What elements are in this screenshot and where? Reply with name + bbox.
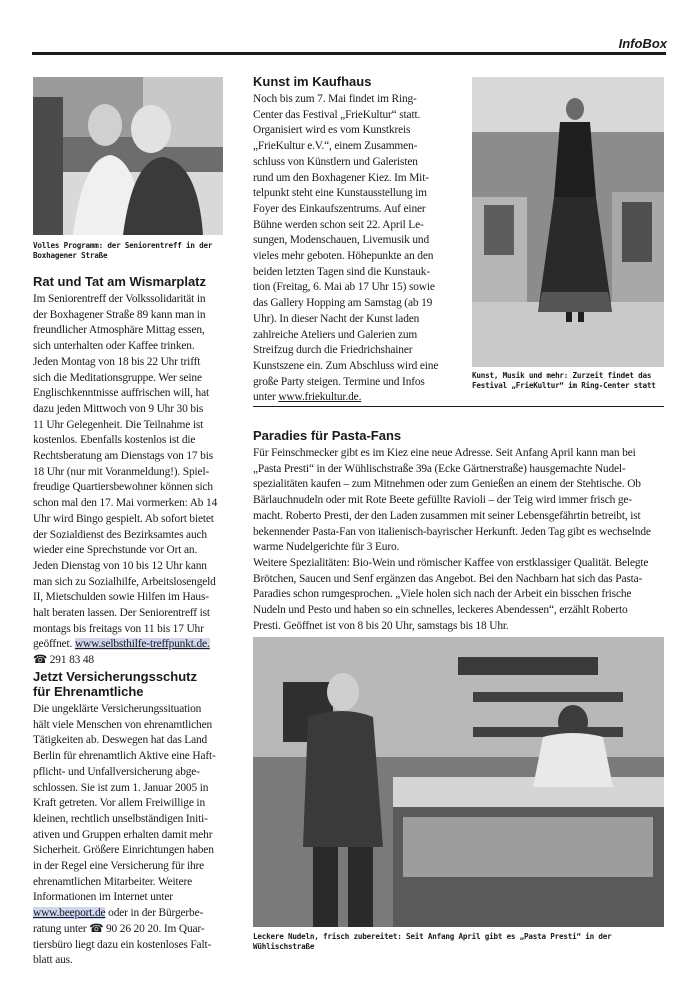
body-line: warme Nudelgerichte für 3 Euro. (253, 541, 400, 554)
body-line: in der Regel eine Versicherung für ihre (33, 860, 205, 873)
body-line: Streifzug durch die Friedrichshainer (253, 344, 413, 357)
body-line: halt beraten lassen. Der Seniorentreff ist (33, 607, 210, 620)
pasta-photo-caption: Leckere Nudeln, frisch zubereitet: Seit Anfang April gibt es „Pasta Presti“ in der Wühlischstraße (253, 932, 612, 951)
body-line: blatt aus. (33, 954, 73, 967)
body-line: 18 Uhr (nur mit Voranmeldung!). Spiel- (33, 465, 210, 478)
section-divider (253, 406, 664, 407)
phone-line: ☎ 291 83 48 (33, 654, 94, 667)
body-line: Für Feinschmecker gibt es im Kiez eine neue Adresse. Seit Anfang April kann man bei (253, 447, 636, 459)
body-line: Uhr). In dieser Nacht der Kunst laden (253, 312, 420, 325)
body-line: Englischkenntnisse auffrischen will, hat (33, 387, 209, 400)
body-line: spezialitäten kaufen – zum Mitnehmen oder zum Genießen an einem der Stehtische. Ob (253, 478, 641, 491)
body-line: tiersbüro liegt dazu ein kostenloses Falt- (33, 938, 212, 951)
body-text: geöffnet. (33, 638, 75, 651)
body-line: Nudeln und Pesto und haben so ein schnelles, leckeres Abendessen“, erzählt Roberto (253, 604, 628, 617)
body-line: freundlicher Atmosphäre Mittag essen, (33, 324, 205, 337)
selbsthilfe-link[interactable]: www.selbsthilfe-treffpunkt.de. (74, 638, 210, 651)
body-line: der Sozialdienst des Bezirksamtes auch (33, 528, 207, 541)
body-line: tion (Freitag, 6. Mai ab 17 Uhr 15) sowie (253, 281, 435, 294)
body-line: rund um den Boxhagener Kiez. Im Mit- (253, 171, 429, 184)
body-line: Bärlauchnudeln oder mit Rote Beete gefüllte Ravioli – der Teig wird immer frisch ge- (253, 494, 632, 507)
body-line: Noch bis zum 7. Mai findet im Ring- (253, 93, 417, 105)
body-line (33, 637, 238, 653)
senior-photo-graphic (33, 77, 223, 235)
body-line: Uhr wird Bingo gespielt. Ab sofort bietet (33, 512, 214, 525)
body-text: oder in der Bürgerbe- (105, 907, 204, 920)
festival-photo-graphic (472, 77, 664, 367)
senior-photo-caption: Volles Programm: der Seniorentreff in der Boxhagener Straße (33, 241, 213, 260)
body-line: Informationen im Internet unter (33, 891, 173, 904)
body-line: Berlin für ehrenamtlich Aktive eine Haft- (33, 750, 216, 763)
body-line: kleinen, rechtlich unselbständigen Initi- (33, 812, 208, 825)
body-line: Rechtsberatung am Dienstags von 17 bis (33, 450, 213, 463)
body-line: vieles mehr geboten. Höhepunkte an den (253, 250, 434, 263)
body-line: der Boxhagener Straße 89 kann man in (33, 308, 206, 321)
body-line: Sicherheit. Größere Einrichtungen haben (33, 844, 214, 857)
header-label: InfoBox (618, 36, 667, 51)
body-line: schlossen. Sie ist zum 1. Januar 2005 in (33, 781, 209, 794)
body-line: große Party steigen. Termine und Infos (253, 375, 425, 388)
body-line: beiden letzten Tagen sind die Kunstauk- (253, 265, 430, 278)
wismarplatz-heading: Rat und Tat am Wismarplatz (33, 274, 206, 289)
pasta-photo (253, 637, 664, 927)
body-line: ehrenamtlichen Mitarbeiter. Weitere (33, 875, 193, 888)
wismarplatz-body (33, 292, 238, 669)
pasta-body (253, 446, 668, 634)
body-line: ativen und Gruppen erhalten damit mehr (33, 828, 213, 841)
body-line: 11 Uhr Gelegenheit. Die Teilnahme ist (33, 418, 204, 431)
body-line: Foyer des Einkaufszentrums. Auf einer (253, 202, 426, 215)
body-line: wieder eine Sprechstunde vor Ort an. (33, 544, 198, 557)
body-line (253, 390, 465, 406)
body-line: freudige Quartiersbewohner können sich (33, 481, 213, 494)
body-line: Tätigkeiten ab. Deswegen hat das Land (33, 734, 208, 747)
body-line: dazu jeden Mittwoch von 9 Uhr 30 bis (33, 402, 204, 415)
body-line: Im Seniorentreff der Volkssolidarität in (33, 293, 206, 305)
body-line: das Gallery Hopping am Samstag (ab 19 (253, 297, 433, 310)
body-line: Die ungeklärte Versicherungssituation (33, 703, 202, 715)
pasta-photo-graphic (253, 637, 664, 927)
body-line: schon mal den 17. Mai vormerken: Ab 14 (33, 497, 218, 510)
body-line (33, 906, 238, 922)
body-line: Center das Festival „FrieKultur“ statt. (253, 108, 421, 121)
kunst-heading: Kunst im Kaufhaus (253, 74, 372, 89)
body-line: Jeden Dienstag von 10 bis 12 Uhr kann (33, 559, 207, 572)
senior-photo (33, 77, 223, 235)
festival-photo (472, 77, 664, 367)
body-line: schluss von Künstlern und Galeristen (253, 155, 418, 168)
body-line: montags bis freitags von 11 bis 17 Uhr (33, 622, 204, 635)
body-line: man sich zu Sozialhilfe, Arbeitslosengeld (33, 575, 216, 588)
body-line: „FrieKultur e.V.“, einem Zusammen- (253, 140, 418, 153)
body-line: Presti. Geöffnet ist von 8 bis 20 Uhr, samstags bis 18 Uhr. (253, 619, 509, 632)
body-text: unter (253, 391, 279, 404)
body-line: sungen, Modenschauen, Livemusik und (253, 234, 430, 247)
body-line: Paradies schon rumgesprochen. „Viele holen sich nach der Arbeit ein bisschen frische (253, 588, 632, 601)
versicherung-heading: Jetzt Versicherungsschutz für Ehrenamtliche (33, 669, 197, 699)
body-line: II, Mietschulden sowie Hilfen im Haus- (33, 591, 209, 604)
body-line: zahlreiche Ateliers und Galerien zum (253, 328, 418, 341)
body-line: Kraft getreten. Vor allem Freiwillige in (33, 797, 205, 810)
body-line: kostenlos. Ebenfalls kostenlos ist die (33, 434, 196, 447)
body-line: sich die Meditationsgruppe. Wer seine (33, 371, 202, 384)
body-line: sich unterhalten oder Kaffee trinken. (33, 340, 195, 353)
pasta-heading: Paradies für Pasta-Fans (253, 428, 402, 443)
body-line: „Pasta Presti“ in der Wühlischstraße 39a (Ecke Gärtnerstraße) hausgemachte Nudel- (253, 462, 626, 475)
body-line: hält viele Menschen von ehrenamtlichen (33, 718, 213, 731)
kunst-body (253, 92, 465, 406)
body-line: ratung unter ☎ 90 26 20 20. Im Quar- (33, 922, 205, 935)
body-line: macht. Roberto Presti, der den Laden zusammen mit seiner Lebensgefährtin betreibt, ist (253, 509, 641, 522)
festival-photo-caption: Kunst, Musik und mehr: Zurzeit findet das Festival „FrieKultur“ im Ring-Center statt (472, 371, 656, 390)
beeport-link[interactable]: www.beeport.de (33, 907, 106, 920)
body-line: telpunkt steht eine Kunstausstellung im (253, 187, 427, 200)
body-line: Jeden Montag von 18 bis 22 Uhr trifft (33, 355, 201, 368)
body-line: bekennender Pasta-Fan von italienisch-bayrischer Herkunft. Jeden Tag gibt es wechselnde (253, 525, 651, 538)
header-rule (32, 52, 666, 55)
body-line: pflicht- und Unfallversicherung abge- (33, 765, 200, 778)
body-line: Organisiert wird es vom Kunstkreis (253, 124, 411, 137)
body-line: Weitere Spezialitäten: Bio-Wein und römischer Kaffee von erstklassiger Qualität. Belegte (253, 556, 649, 569)
body-line: Brötchen, Saucen und Senf ergänzen das Angebot. Bei den Nachbarn hat sich das Pasta- (253, 572, 643, 585)
versicherung-body (33, 702, 238, 969)
friekultur-link[interactable]: www.friekultur.de. (278, 391, 362, 404)
body-line: Kunstszene ein. Zum Abschluss wird eine (253, 359, 439, 372)
body-line: Bühne werden schon seit 22. April Le- (253, 218, 424, 231)
